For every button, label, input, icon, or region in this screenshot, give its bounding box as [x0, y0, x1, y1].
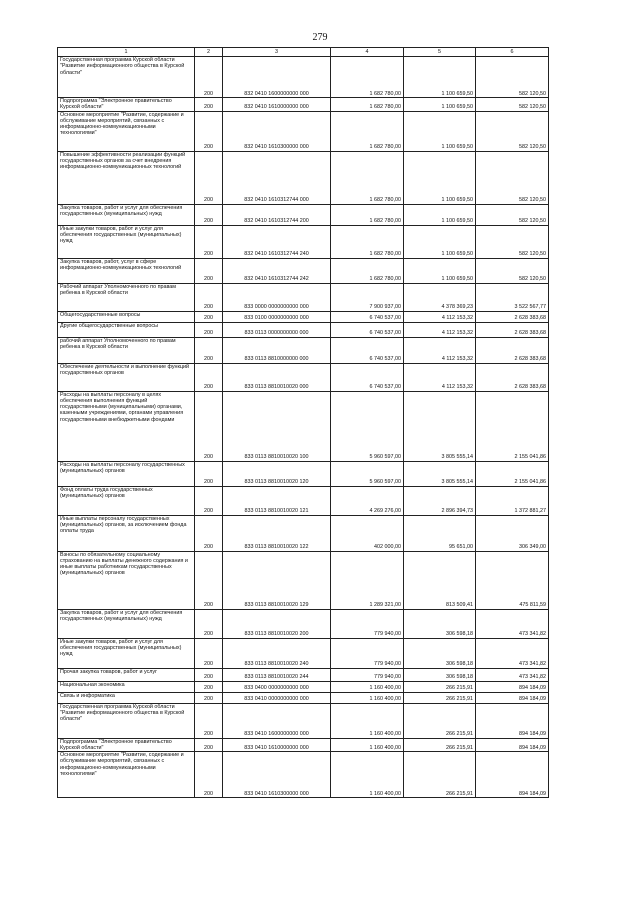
row-name-cell: Расходы на выплаты персоналу в целях обеспечения выполнения функций государственными (муниципальными) органами, казенными учреждениями, органами управления государственными внебюджетными фондами — [58, 391, 195, 461]
row-executed-cell: 813 509,41 — [404, 551, 476, 609]
table-row — [58, 551, 549, 609]
row-code-cell: 832 0410 1610000000 000 — [223, 98, 331, 112]
row-executed-cell: 306 598,18 — [404, 668, 476, 681]
row-executed-cell: 1 100 659,50 — [404, 225, 476, 258]
row-code-cell: 833 0410 0000000000 000 — [223, 692, 331, 703]
row-executed-cell: 1 100 659,50 — [404, 204, 476, 225]
row-unexecuted-cell: 306 349,00 — [476, 515, 549, 551]
row-executed-cell: 4 112 153,32 — [404, 322, 476, 337]
row-executed-cell: 266 215,91 — [404, 738, 476, 752]
row-code-cell: 833 0400 0000000000 000 — [223, 681, 331, 692]
page-number: 279 — [312, 32, 328, 43]
column-header: 1 — [58, 48, 195, 57]
row-executed-cell: 4 112 153,32 — [404, 337, 476, 363]
row-executed-cell: 1 100 659,50 — [404, 151, 476, 204]
table-row — [58, 681, 549, 692]
row-executed-cell: 4 378 369,23 — [404, 283, 476, 311]
row-unexecuted-cell: 2 155 041,86 — [476, 391, 549, 461]
row-code-cell: 832 0410 1600000000 000 — [223, 57, 331, 98]
row-unexecuted-cell: 475 811,59 — [476, 551, 549, 609]
row-col2-cell: 200 — [195, 204, 223, 225]
row-unexecuted-cell: 894 184,09 — [476, 703, 549, 738]
row-name-cell: Государственная программа Курской области "Развитие информационного общества в Курской области" — [58, 57, 195, 98]
row-unexecuted-cell: 1 372 881,27 — [476, 486, 549, 515]
table-row — [58, 111, 549, 151]
row-col2-cell: 200 — [195, 703, 223, 738]
row-col2-cell: 200 — [195, 311, 223, 322]
row-name-cell: Закупка товаров, работ и услуг для обеспечения государственных (муниципальных) нужд — [58, 204, 195, 225]
table-row — [58, 204, 549, 225]
row-name-cell: Прочая закупка товаров, работ и услуг — [58, 668, 195, 681]
row-approved-cell: 402 000,00 — [331, 515, 404, 551]
row-col2-cell: 200 — [195, 283, 223, 311]
table-row — [58, 486, 549, 515]
row-name-cell: Повышение эффективности реализации функций государственных органов за счет внедрения информационно-коммуникационных технологий — [58, 151, 195, 204]
row-unexecuted-cell: 582 120,50 — [476, 225, 549, 258]
row-approved-cell: 1 289 321,00 — [331, 551, 404, 609]
row-col2-cell: 200 — [195, 57, 223, 98]
row-col2-cell: 200 — [195, 752, 223, 798]
column-header: 4 — [331, 48, 404, 57]
row-unexecuted-cell: 2 628 383,68 — [476, 322, 549, 337]
row-col2-cell: 200 — [195, 151, 223, 204]
row-col2-cell: 200 — [195, 515, 223, 551]
row-name-cell: Иные закупки товаров, работ и услуг для обеспечения государственных (муниципальных) нужд — [58, 225, 195, 258]
row-executed-cell: 266 215,91 — [404, 692, 476, 703]
row-col2-cell: 200 — [195, 486, 223, 515]
row-code-cell: 832 0410 1610300000 000 — [223, 111, 331, 151]
row-approved-cell: 7 900 937,00 — [331, 283, 404, 311]
row-executed-cell: 3 805 555,14 — [404, 461, 476, 486]
row-approved-cell: 4 269 276,00 — [331, 486, 404, 515]
row-name-cell: Иные закупки товаров, работ и услуг для обеспечения государственных (муниципальных) нужд — [58, 638, 195, 668]
row-approved-cell: 1 682 780,00 — [331, 98, 404, 112]
table-row — [58, 225, 549, 258]
row-approved-cell: 1 160 400,00 — [331, 738, 404, 752]
row-name-cell: Взносы по обязательному социальному страхованию на выплаты денежного содержания и иные выплаты работникам государственных (муниципальных) органов — [58, 551, 195, 609]
row-name-cell: Рабочий аппарат Уполномоченного по правам ребенка в Курской области — [58, 283, 195, 311]
row-col2-cell: 200 — [195, 363, 223, 391]
row-unexecuted-cell: 3 522 567,77 — [476, 283, 549, 311]
row-unexecuted-cell: 894 184,09 — [476, 681, 549, 692]
row-executed-cell: 306 598,18 — [404, 609, 476, 638]
row-col2-cell: 200 — [195, 337, 223, 363]
row-name-cell: Национальная экономика — [58, 681, 195, 692]
row-approved-cell: 6 740 537,00 — [331, 363, 404, 391]
row-unexecuted-cell: 473 341,82 — [476, 638, 549, 668]
row-code-cell: 833 0410 1600000000 000 — [223, 703, 331, 738]
row-unexecuted-cell: 2 628 383,68 — [476, 311, 549, 322]
row-executed-cell: 1 100 659,50 — [404, 57, 476, 98]
row-code-cell: 833 0113 8810010020 244 — [223, 668, 331, 681]
table-row — [58, 738, 549, 752]
column-header: 2 — [195, 48, 223, 57]
row-col2-cell: 200 — [195, 98, 223, 112]
column-header: 6 — [476, 48, 549, 57]
row-code-cell: 833 0113 8810010020 122 — [223, 515, 331, 551]
row-executed-cell: 2 896 394,73 — [404, 486, 476, 515]
row-col2-cell: 200 — [195, 111, 223, 151]
row-approved-cell: 1 160 400,00 — [331, 752, 404, 798]
row-executed-cell: 1 100 659,50 — [404, 111, 476, 151]
row-executed-cell: 1 100 659,50 — [404, 258, 476, 283]
row-approved-cell: 6 740 537,00 — [331, 311, 404, 322]
row-approved-cell: 6 740 537,00 — [331, 337, 404, 363]
row-executed-cell: 4 112 153,32 — [404, 363, 476, 391]
row-approved-cell: 1 682 780,00 — [331, 204, 404, 225]
row-unexecuted-cell: 2 155 041,86 — [476, 461, 549, 486]
row-approved-cell: 6 740 537,00 — [331, 322, 404, 337]
row-code-cell: 832 0410 1610312744 242 — [223, 258, 331, 283]
table-header-row — [58, 48, 549, 57]
row-code-cell: 833 0113 8810010020 200 — [223, 609, 331, 638]
row-code-cell: 833 0410 1610300000 000 — [223, 752, 331, 798]
table-row — [58, 311, 549, 322]
table-row — [58, 98, 549, 112]
row-unexecuted-cell: 2 628 383,68 — [476, 363, 549, 391]
row-unexecuted-cell: 473 341,82 — [476, 668, 549, 681]
table-row — [58, 151, 549, 204]
row-name-cell: рабочий аппарат Уполномоченного по правам ребенка в Курской области — [58, 337, 195, 363]
row-executed-cell: 266 215,91 — [404, 681, 476, 692]
row-code-cell: 833 0113 8810010020 000 — [223, 363, 331, 391]
row-col2-cell: 200 — [195, 738, 223, 752]
row-approved-cell: 1 682 780,00 — [331, 57, 404, 98]
row-code-cell: 833 0113 8810010020 121 — [223, 486, 331, 515]
row-col2-cell: 200 — [195, 391, 223, 461]
row-approved-cell: 1 160 400,00 — [331, 692, 404, 703]
row-col2-cell: 200 — [195, 638, 223, 668]
row-name-cell: Фонд оплаты труда государственных (муниципальных) органов — [58, 486, 195, 515]
row-col2-cell: 200 — [195, 692, 223, 703]
row-executed-cell: 306 598,18 — [404, 638, 476, 668]
row-col2-cell: 200 — [195, 322, 223, 337]
table-row — [58, 337, 549, 363]
row-approved-cell: 1 682 780,00 — [331, 151, 404, 204]
row-col2-cell: 200 — [195, 609, 223, 638]
row-executed-cell: 1 100 659,50 — [404, 98, 476, 112]
row-col2-cell: 200 — [195, 225, 223, 258]
row-approved-cell: 1 682 780,00 — [331, 111, 404, 151]
row-code-cell: 832 0410 1610312744 200 — [223, 204, 331, 225]
row-name-cell: Обеспечение деятельности и выполнение функций государственных органов — [58, 363, 195, 391]
row-name-cell: Закупка товаров, работ, услуг в сфере информационно-коммуникационных технологий — [58, 258, 195, 283]
row-approved-cell: 1 160 400,00 — [331, 681, 404, 692]
row-executed-cell: 266 215,91 — [404, 703, 476, 738]
row-executed-cell: 95 651,00 — [404, 515, 476, 551]
table-row — [58, 515, 549, 551]
row-name-cell: Иные выплаты персоналу государственных (муниципальных) органов, за исключением фонда оплаты труда — [58, 515, 195, 551]
table-row — [58, 668, 549, 681]
row-unexecuted-cell: 582 120,50 — [476, 98, 549, 112]
row-col2-cell: 200 — [195, 551, 223, 609]
table-row — [58, 322, 549, 337]
row-approved-cell: 1 682 780,00 — [331, 225, 404, 258]
row-code-cell: 833 0410 1610000000 000 — [223, 738, 331, 752]
column-header: 5 — [404, 48, 476, 57]
row-unexecuted-cell: 473 341,82 — [476, 609, 549, 638]
row-name-cell: Связь и информатика — [58, 692, 195, 703]
table-row — [58, 57, 549, 98]
row-approved-cell: 1 682 780,00 — [331, 258, 404, 283]
row-code-cell: 833 0113 8810010020 120 — [223, 461, 331, 486]
row-col2-cell: 200 — [195, 258, 223, 283]
row-code-cell: 833 0113 0000000000 000 — [223, 322, 331, 337]
table-row — [58, 363, 549, 391]
row-name-cell: Подпрограмма "Электронное правительство Курской области" — [58, 738, 195, 752]
row-col2-cell: 200 — [195, 461, 223, 486]
row-name-cell: Основное мероприятие "Развитие, содержание и обслуживание мероприятий, связанных с информационно-коммуникационными технологиями" — [58, 111, 195, 151]
table-row — [58, 703, 549, 738]
table-row — [58, 461, 549, 486]
row-approved-cell: 779 940,00 — [331, 668, 404, 681]
row-name-cell: Государственная программа Курской области "Развитие информационного общества в Курской области" — [58, 703, 195, 738]
row-unexecuted-cell: 894 184,09 — [476, 752, 549, 798]
table-row — [58, 258, 549, 283]
row-unexecuted-cell: 582 120,50 — [476, 204, 549, 225]
table-row — [58, 638, 549, 668]
row-code-cell: 832 0410 1610312744 240 — [223, 225, 331, 258]
row-code-cell: 833 0113 8810010020 240 — [223, 638, 331, 668]
row-col2-cell: 200 — [195, 668, 223, 681]
table-row — [58, 752, 549, 798]
row-approved-cell: 5 960 597,00 — [331, 391, 404, 461]
row-name-cell: Подпрограмма "Электронное правительство Курской области" — [58, 98, 195, 112]
row-executed-cell: 4 112 153,32 — [404, 311, 476, 322]
row-code-cell: 833 0100 0000000000 000 — [223, 311, 331, 322]
row-name-cell: Расходы на выплаты персоналу государственных (муниципальных) органов — [58, 461, 195, 486]
row-unexecuted-cell: 582 120,50 — [476, 57, 549, 98]
row-code-cell: 833 0000 0000000000 000 — [223, 283, 331, 311]
row-code-cell: 833 0113 8810010020 129 — [223, 551, 331, 609]
row-approved-cell: 5 960 597,00 — [331, 461, 404, 486]
row-executed-cell: 3 805 555,14 — [404, 391, 476, 461]
table-body — [58, 57, 549, 798]
row-name-cell: Общегосударственные вопросы — [58, 311, 195, 322]
row-approved-cell: 779 940,00 — [331, 638, 404, 668]
table-row — [58, 609, 549, 638]
row-code-cell: 833 0113 8810010020 100 — [223, 391, 331, 461]
column-header: 3 — [223, 48, 331, 57]
row-name-cell: Закупка товаров, работ и услуг для обеспечения государственных (муниципальных) нужд — [58, 609, 195, 638]
row-unexecuted-cell: 894 184,09 — [476, 692, 549, 703]
row-approved-cell: 1 160 400,00 — [331, 703, 404, 738]
row-unexecuted-cell: 582 120,50 — [476, 151, 549, 204]
row-name-cell: Основное мероприятие "Развитие, содержание и обслуживание мероприятий, связанных с информационно-коммуникационными технологиями" — [58, 752, 195, 798]
row-code-cell: 833 0113 8810000000 000 — [223, 337, 331, 363]
row-unexecuted-cell: 894 184,09 — [476, 738, 549, 752]
row-code-cell: 832 0410 1610312744 000 — [223, 151, 331, 204]
row-unexecuted-cell: 582 120,50 — [476, 111, 549, 151]
row-unexecuted-cell: 2 628 383,68 — [476, 337, 549, 363]
row-approved-cell: 779 940,00 — [331, 609, 404, 638]
table-row — [58, 692, 549, 703]
row-name-cell: Другие общегосударственные вопросы — [58, 322, 195, 337]
row-col2-cell: 200 — [195, 681, 223, 692]
table-row — [58, 283, 549, 311]
row-unexecuted-cell: 582 120,50 — [476, 258, 549, 283]
row-executed-cell: 266 215,91 — [404, 752, 476, 798]
budget-execution-table — [57, 47, 549, 798]
table-row — [58, 391, 549, 461]
